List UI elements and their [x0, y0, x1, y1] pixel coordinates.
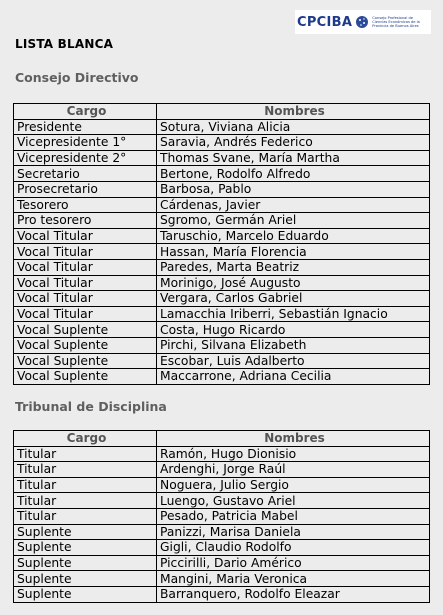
table-row	[14, 244, 430, 260]
tribunal-disciplina-body	[14, 446, 430, 602]
consejo-directivo-body	[14, 119, 430, 384]
cargo-cell: Vocal Titular	[14, 244, 157, 260]
cargo-cell: Vocal Titular	[14, 275, 157, 291]
table-row	[14, 150, 430, 166]
nombre-cell: Costa, Hugo Ricardo	[157, 322, 430, 338]
cargo-cell: Prosecretario	[14, 181, 157, 197]
nombre-cell: Lamacchia Iriberri, Sebastián Ignacio	[157, 306, 430, 322]
nombre-cell: Sgromo, Germán Ariel	[157, 213, 430, 229]
cargo-cell: Vocal Suplente	[14, 337, 157, 353]
table-row	[14, 446, 430, 462]
header-cargo: Cargo	[14, 104, 157, 120]
cargo-cell: Pro tesorero	[14, 213, 157, 229]
table-row	[14, 259, 430, 275]
table-row	[14, 135, 430, 151]
table-row	[14, 493, 430, 509]
nombre-cell: Ardenghi, Jorge Raúl	[157, 462, 430, 478]
cargo-cell: Vocal Titular	[14, 259, 157, 275]
table-row	[14, 119, 430, 135]
nombre-cell: Sotura, Viviana Alicia	[157, 119, 430, 135]
nombre-cell: Hassan, María Florencia	[157, 244, 430, 260]
section-title-consejo: Consejo Directivo	[15, 70, 139, 85]
table-row	[14, 213, 430, 229]
table-row	[14, 524, 430, 540]
table-row	[14, 337, 430, 353]
nombre-cell: Paredes, Marta Beatriz	[157, 259, 430, 275]
cargo-cell: Vocal Titular	[14, 291, 157, 307]
cargo-cell: Vocal Suplente	[14, 353, 157, 369]
nombre-cell: Noguera, Julio Sergio	[157, 477, 430, 493]
cargo-cell: Vocal Titular	[14, 306, 157, 322]
cargo-cell: Titular	[14, 477, 157, 493]
nombre-cell: Mangini, Maria Veronica	[157, 571, 430, 587]
nombre-cell: Maccarrone, Adriana Cecilia	[157, 369, 430, 385]
table-row	[14, 275, 430, 291]
nombre-cell: Escobar, Luis Adalberto	[157, 353, 430, 369]
table-row	[14, 586, 430, 602]
table-row	[14, 291, 430, 307]
nombre-cell: Barbosa, Pablo	[157, 181, 430, 197]
table-row	[14, 540, 430, 556]
nombre-cell: Barranquero, Rodolfo Eleazar	[157, 586, 430, 602]
nombre-cell: Piccirilli, Dario Américo	[157, 555, 430, 571]
header-nombres: Nombres	[157, 104, 430, 120]
table-row	[14, 322, 430, 338]
table-row	[14, 166, 430, 182]
cargo-cell: Titular	[14, 446, 157, 462]
cargo-cell: Suplente	[14, 524, 157, 540]
table-row	[14, 571, 430, 587]
cargo-cell: Tesorero	[14, 197, 157, 213]
nombre-cell: Ramón, Hugo Dionisio	[157, 446, 430, 462]
cargo-cell: Titular	[14, 462, 157, 478]
cargo-cell: Vocal Suplente	[14, 322, 157, 338]
header-nombres: Nombres	[157, 431, 430, 447]
consejo-directivo-table	[13, 103, 430, 385]
cargo-cell: Presidente	[14, 119, 157, 135]
cargo-cell: Vicepresidente 2°	[14, 150, 157, 166]
table-row	[14, 306, 430, 322]
cargo-cell: Secretario	[14, 166, 157, 182]
globe-icon	[355, 12, 369, 32]
nombre-cell: Pirchi, Silvana Elizabeth	[157, 337, 430, 353]
section-title-tribunal: Tribunal de Disciplina	[15, 399, 167, 414]
table-row	[14, 228, 430, 244]
tribunal-disciplina-table	[13, 430, 430, 603]
nombre-cell: Gigli, Claudio Rodolfo	[157, 540, 430, 556]
table-row	[14, 197, 430, 213]
cargo-cell: Titular	[14, 508, 157, 524]
table-row	[14, 369, 430, 385]
nombre-cell: Taruschio, Marcelo Eduardo	[157, 228, 430, 244]
nombre-cell: Vergara, Carlos Gabriel	[157, 291, 430, 307]
logo-subtitle: Consejo Profesional de Ciencias Económicas de la Provincia de Buenos Aires	[372, 15, 420, 29]
table-row	[14, 181, 430, 197]
cargo-cell: Titular	[14, 493, 157, 509]
table-header-row	[14, 104, 430, 120]
table-header-row	[14, 431, 430, 447]
table-row	[14, 555, 430, 571]
nombre-cell: Pesado, Patricia Mabel	[157, 508, 430, 524]
nombre-cell: Thomas Svane, María Martha	[157, 150, 430, 166]
cargo-cell: Suplente	[14, 555, 157, 571]
nombre-cell: Saravia, Andrés Federico	[157, 135, 430, 151]
table-row	[14, 508, 430, 524]
document-title: LISTA BLANCA	[15, 37, 114, 51]
cargo-cell: Suplente	[14, 571, 157, 587]
cargo-cell: Suplente	[14, 586, 157, 602]
cargo-cell: Suplente	[14, 540, 157, 556]
nombre-cell: Luengo, Gustavo Ariel	[157, 493, 430, 509]
cpciba-logo	[295, 10, 431, 34]
table-row	[14, 353, 430, 369]
nombre-cell: Panizzi, Marisa Daniela	[157, 524, 430, 540]
table-row	[14, 462, 430, 478]
table-row	[14, 477, 430, 493]
cargo-cell: Vicepresidente 1°	[14, 135, 157, 151]
nombre-cell: Cárdenas, Javier	[157, 197, 430, 213]
nombre-cell: Morinigo, José Augusto	[157, 275, 430, 291]
nombre-cell: Bertone, Rodolfo Alfredo	[157, 166, 430, 182]
logo-text: CPCIBA	[297, 14, 353, 30]
cargo-cell: Vocal Titular	[14, 228, 157, 244]
header-cargo: Cargo	[14, 431, 157, 447]
cargo-cell: Vocal Suplente	[14, 369, 157, 385]
